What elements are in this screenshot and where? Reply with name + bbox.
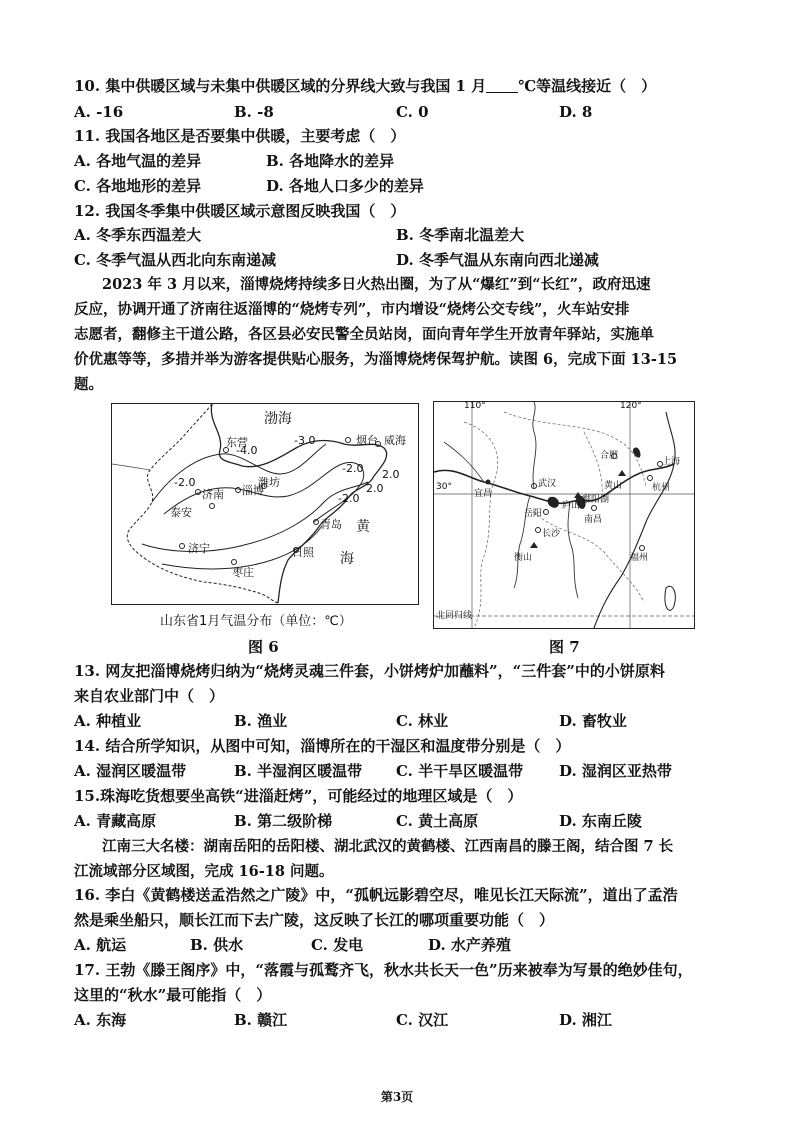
- label-dongying: 东营: [226, 436, 248, 449]
- q10-option-c: C. 0: [396, 103, 429, 121]
- figure-6-caption: 山东省1月气温分布（单位：℃）: [160, 614, 352, 629]
- label-tropic-of-cancer: 北回归线: [436, 611, 473, 621]
- q14-option-a: A. 湿润区暖温带: [74, 762, 187, 780]
- q11-option-d: D. 各地人口多少的差异: [266, 177, 424, 195]
- label-huangshan: 黄山: [604, 481, 623, 491]
- figure-6-number: 图 6: [248, 638, 279, 656]
- label-poyang: 鄱阳湖: [582, 495, 610, 505]
- label-lon-110: 110°: [464, 401, 486, 411]
- q16-stem-line: 16. 李白《黄鹤楼送孟浩然之广陵》中，“孤帆远影碧空尽，唯见长江天际流”，道出了孟浩: [74, 886, 678, 904]
- q11-option-b: B. 各地降水的差异: [266, 152, 395, 170]
- q17-option-a: A. 东海: [74, 1011, 127, 1029]
- label-zibo: 淄博: [242, 484, 264, 497]
- q11-stem: 11. 我国各地区是否要集中供暖，主要考虑（ ）: [74, 127, 406, 145]
- passage-three-towers-line: 江南三大名楼：湖南岳阳的岳阳楼、湖北武汉的黄鹤楼、江西南昌的滕王阁，结合图 7 长: [102, 838, 674, 855]
- q15-option-c: C. 黄土高原: [396, 812, 479, 830]
- q16-option-c: C. 发电: [311, 936, 364, 954]
- figure-7-map: [433, 401, 695, 629]
- label-yantai: 烟台: [356, 434, 378, 447]
- isotherm-label: 2.0: [382, 468, 400, 481]
- label-changsha: 长沙: [542, 529, 561, 539]
- q15-stem: 15.珠海吃货想要坐高铁“进淄赶烤”，可能经过的地理区域是（ ）: [74, 787, 523, 805]
- q12-option-a: A. 冬季东西温差大: [74, 226, 202, 244]
- label-jining: 济宁: [188, 542, 210, 555]
- figure-7-number: 图 7: [549, 638, 580, 656]
- label-zaozhuang: 枣庄: [232, 566, 254, 579]
- q10-option-d: D. 8: [559, 103, 593, 121]
- label-taian: 泰安: [170, 506, 192, 519]
- label-weifang: 潍坊: [258, 476, 280, 489]
- label-lushan: 庐山: [562, 501, 581, 511]
- q10-stem-tail: ℃等温线接近（ ）: [518, 77, 657, 95]
- q13-stem-line: 13. 网友把淄博烧烤归纳为“烧烤灵魂三件套，小饼烤炉加蘸料”，“三件套”中的小饼原料: [74, 662, 665, 680]
- label-weihai: 威海: [384, 434, 406, 447]
- q10-stem: [74, 76, 656, 96]
- label-hengshan: 衡山: [514, 553, 533, 563]
- q13-option-c: C. 林业: [396, 712, 449, 730]
- isotherm-label: -2.0: [342, 462, 364, 475]
- passage-zibo: [74, 272, 724, 397]
- q14-option-d: D. 湿润区亚热带: [559, 762, 672, 780]
- label-fuzhou: 福州: [630, 553, 649, 563]
- q12-stem: 12. 我国冬季集中供暖区域示意图反映我国（ ）: [74, 202, 406, 220]
- label-qingdao: 青岛: [320, 518, 342, 531]
- label-huanghai-1: 黄: [356, 519, 370, 535]
- label-wuhan: 武汉: [538, 479, 557, 489]
- label-lat-30: 30°: [436, 482, 452, 492]
- q13-option-a: A. 种植业: [74, 712, 142, 730]
- q17-stem-line: 17. 王勃《滕王阁序》中，“落霞与孤鹜齐飞，秋水共长天一色”历来被奉为写景的绝妙佳句，: [74, 961, 693, 979]
- q12-option-c: C. 冬季气温从西北向东南递减: [74, 251, 277, 269]
- q16-option-b: B. 供水: [190, 936, 244, 954]
- passage-zibo-line: 2023 年 3 月以来，淄博烧烤持续多日火热出圈，为了从“爆红”到“长红”，政府迅速: [102, 276, 651, 293]
- q16-option-a: A. 航运: [74, 936, 127, 954]
- q12-option-b: B. 冬季南北温差大: [396, 226, 525, 244]
- isotherm-label: -2.0: [338, 492, 360, 505]
- q10-blank: [486, 77, 518, 93]
- passage-zibo-line: 题。: [74, 376, 103, 393]
- q12-option-d: D. 冬季气温从东南向西北递减: [396, 251, 599, 269]
- q10-option-b: B. -8: [234, 103, 274, 121]
- label-hefei: 合肥: [600, 451, 619, 461]
- label-lon-120: 120°: [620, 401, 642, 411]
- q17-option-d: D. 湘江: [559, 1011, 612, 1029]
- q14-option-c: C. 半干旱区暖温带: [396, 762, 524, 780]
- q14-stem: 14. 结合所学知识，从图中可知，淄博所在的干湿区和温度带分别是（ ）: [74, 737, 571, 755]
- label-nanchang: 南昌: [584, 515, 603, 525]
- q15-option-d: D. 东南丘陵: [559, 812, 642, 830]
- label-shanghai: 上海: [662, 457, 681, 467]
- label-yueyang: 岳阳: [524, 509, 543, 519]
- passage-zibo-line: 价优惠等等，多措并举为游客提供贴心服务，为淄博烧烤保驾护航。读图 6，完成下面 13-15: [74, 351, 678, 368]
- figure-6-map: [111, 403, 419, 605]
- passage-three-towers-line: 江流域部分区域图，完成 16-18 问题。: [74, 863, 334, 880]
- label-huanghai-2: 海: [340, 551, 354, 567]
- label-bohai: 渤海: [264, 411, 292, 427]
- label-rizhao: 日照: [292, 546, 314, 559]
- page-number: 第3页: [380, 1090, 414, 1104]
- q11-option-c: C. 各地地形的差异: [74, 177, 202, 195]
- passage-three-towers: [74, 834, 724, 884]
- passage-zibo-line: 反应，协调开通了济南往返淄博的“烧烤专列”，市内增设“烧烤公交专线”，火车站安排: [74, 301, 630, 318]
- q17-stem-line: 这里的“秋水”最可能指（ ）: [74, 986, 272, 1004]
- q11-option-a: A. 各地气温的差异: [74, 152, 202, 170]
- label-hangzhou: 杭州: [652, 483, 671, 493]
- q13-option-d: D. 畜牧业: [559, 712, 627, 730]
- q15-option-b: B. 第二级阶梯: [234, 812, 333, 830]
- q16-stem-line: 然是乘坐船只，顺长江而下去广陵，这反映了长江的哪项重要功能（ ）: [74, 911, 555, 929]
- q15-option-a: A. 青藏高原: [74, 812, 157, 830]
- q14-option-b: B. 半湿润区暖温带: [234, 762, 363, 780]
- q16-option-d: D. 水产养殖: [428, 936, 511, 954]
- isotherm-label: -3.0: [294, 434, 316, 447]
- q10-stem-text: 10. 集中供暖区域与未集中供暖区域的分界线大致与我国 1 月: [74, 77, 487, 95]
- passage-zibo-line: 志愿者，翻修主干道公路，各区县必安民警全员站岗，面向青年学生开放青年驿站，实施单: [74, 326, 654, 343]
- q17-option-c: C. 汉江: [396, 1011, 449, 1029]
- isotherm-label: -2.0: [174, 476, 196, 489]
- q17-option-b: B. 赣江: [234, 1011, 288, 1029]
- label-jinan: 济南: [202, 488, 224, 501]
- isotherm-label: -4.0: [236, 444, 258, 457]
- isotherm-label: 2.0: [366, 482, 384, 495]
- q13-stem-line: 来自农业部门中（ ）: [74, 687, 225, 705]
- yangtze-map-graphic: [434, 402, 694, 628]
- q10-option-a: A. -16: [74, 103, 124, 121]
- label-yichang: 宜昌: [474, 489, 493, 499]
- q13-option-b: B. 渔业: [234, 712, 288, 730]
